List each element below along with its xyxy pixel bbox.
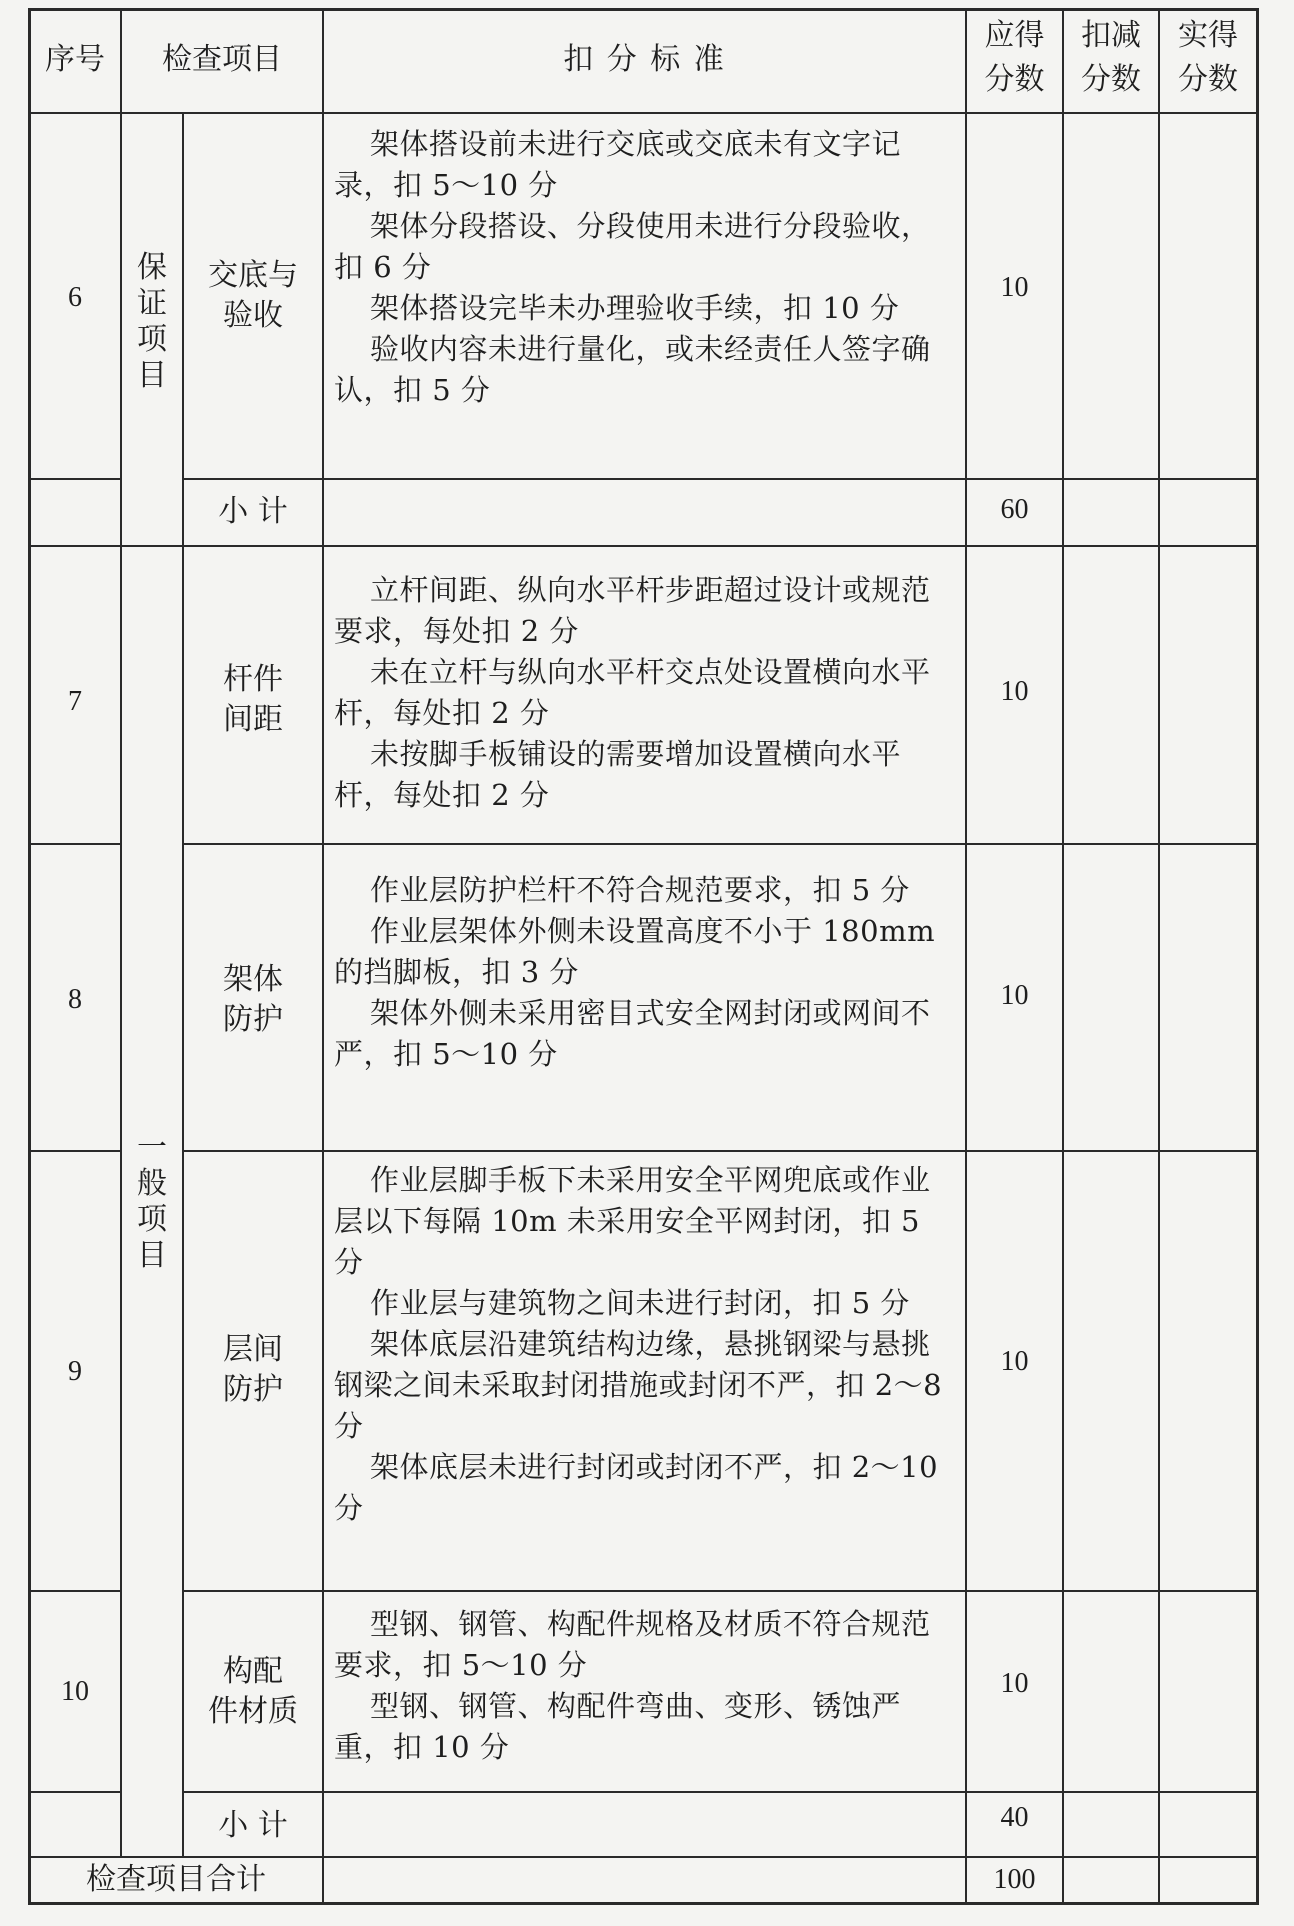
row-line-8 (182, 1150, 1259, 1152)
criteria-line: 架体搭设完毕未办理验收手续，扣 10 分 (370, 291, 900, 325)
row-due-score: 10 (1000, 1668, 1029, 1699)
criteria-line: 架体底层沿建筑结构边缘，悬挑钢梁与悬挑钢梁之间未采取封闭措施或封闭不严，扣 2～8 分 (334, 1327, 943, 1443)
col-line-deduct (1158, 8, 1160, 1905)
row-item: 层间 防护 (223, 1332, 283, 1407)
row-line-7-seq (28, 843, 122, 845)
criteria-line: 架体底层未进行封闭或封闭不严，扣 2～10分 (334, 1450, 939, 1525)
criteria-line: 作业层防护栏杆不符合规范要求，扣 5 分 (370, 873, 910, 907)
table-border-right (1256, 8, 1259, 1905)
col-line-item (322, 8, 324, 1905)
row-line-subtotal-1 (120, 545, 1259, 547)
subtotal-due-score: 40 (1000, 1802, 1029, 1833)
row-due-score: 10 (1000, 676, 1029, 707)
criteria-line: 作业层架体外侧未设置高度不小于 180mm 的挡脚板，扣 3 分 (334, 914, 936, 989)
row-criteria (334, 870, 954, 1075)
subtotal-due-score: 60 (1000, 494, 1029, 525)
row-line-9-seq (28, 1590, 122, 1592)
row-criteria (334, 124, 954, 411)
row-item: 杆件 间距 (223, 662, 283, 737)
total-label: 检查项目合计 (86, 1862, 266, 1897)
table-border-bottom (28, 1902, 1259, 1905)
row-line-8-seq (28, 1150, 122, 1152)
row-line-9 (182, 1590, 1259, 1592)
row-item: 构配 件材质 (208, 1654, 298, 1729)
table-border-top (28, 8, 1259, 11)
row-seq: 10 (61, 1676, 89, 1707)
row-seq: 6 (68, 282, 82, 313)
row-item: 架体 防护 (223, 962, 283, 1037)
row-line-7 (182, 843, 1259, 845)
criteria-line: 作业层脚手板下未采用安全平网兜底或作业层以下每隔 10m 未采用安全平网封闭，扣 5 分 (334, 1163, 931, 1279)
header-item: 检查项目 (162, 42, 282, 77)
criteria-line: 型钢、钢管、构配件弯曲、变形、锈蚀严重，扣 10 分 (334, 1689, 902, 1764)
row-due-score: 10 (1000, 272, 1029, 303)
row-due-score: 10 (1000, 980, 1029, 1011)
row-line-sub1-seq (28, 545, 122, 547)
criteria-line: 验收内容未进行量化，或未经责任人签字确认，扣 5 分 (334, 332, 931, 407)
criteria-line: 架体外侧未采用密目式安全网封闭或网间不严，扣 5～10 分 (334, 996, 931, 1071)
row-criteria (334, 1160, 954, 1529)
row-line-10 (182, 1791, 1259, 1793)
row-item: 交底与 验收 (208, 258, 298, 333)
row-line-6-seq (28, 478, 122, 480)
criteria-line: 作业层与建筑物之间未进行封闭，扣 5 分 (370, 1286, 910, 1320)
criteria-line: 型钢、钢管、构配件规格及材质不符合规范要求，扣 5～10 分 (334, 1607, 931, 1682)
header-due-score: 应得 分数 (984, 18, 1045, 97)
criteria-line: 立杆间距、纵向水平杆步距超过设计或规范要求，每处扣 2 分 (334, 573, 931, 648)
header-seq: 序号 (45, 42, 105, 77)
category-general: 一 般 项 目 (137, 1130, 167, 1273)
criteria-line: 未在立杆与纵向水平杆交点处设置横向水平杆，每处扣 2 分 (334, 655, 931, 730)
row-seq: 7 (68, 686, 82, 717)
subtotal-label: 小 计 (218, 1808, 288, 1843)
total-due-score: 100 (993, 1864, 1036, 1895)
row-seq: 9 (68, 1356, 82, 1387)
subtotal-label: 小 计 (218, 494, 288, 529)
row-line-10-seq (28, 1791, 122, 1793)
header-criteria: 扣 分 标 准 (563, 42, 726, 77)
header-actual-score: 实得 分数 (1178, 18, 1238, 97)
col-line-due (1062, 8, 1064, 1905)
criteria-line: 未按脚手板铺设的需要增加设置横向水平杆，每处扣 2 分 (334, 737, 902, 812)
criteria-line: 架体分段搭设、分段使用未进行分段验收，扣 6 分 (334, 209, 931, 284)
row-line-6 (182, 478, 1259, 480)
header-deduct-score: 扣减 分数 (1081, 18, 1141, 97)
header-divider (28, 112, 1259, 114)
row-criteria (334, 1604, 954, 1768)
category-guarantee: 保 证 项 目 (137, 250, 167, 393)
col-line-seq (120, 8, 122, 1856)
row-due-score: 10 (1000, 1346, 1029, 1377)
row-criteria (334, 570, 954, 816)
row-line-subtotal-2 (28, 1856, 1259, 1858)
row-seq: 8 (68, 984, 82, 1015)
criteria-line: 架体搭设前未进行交底或交底未有文字记录，扣 5～10 分 (334, 127, 902, 202)
